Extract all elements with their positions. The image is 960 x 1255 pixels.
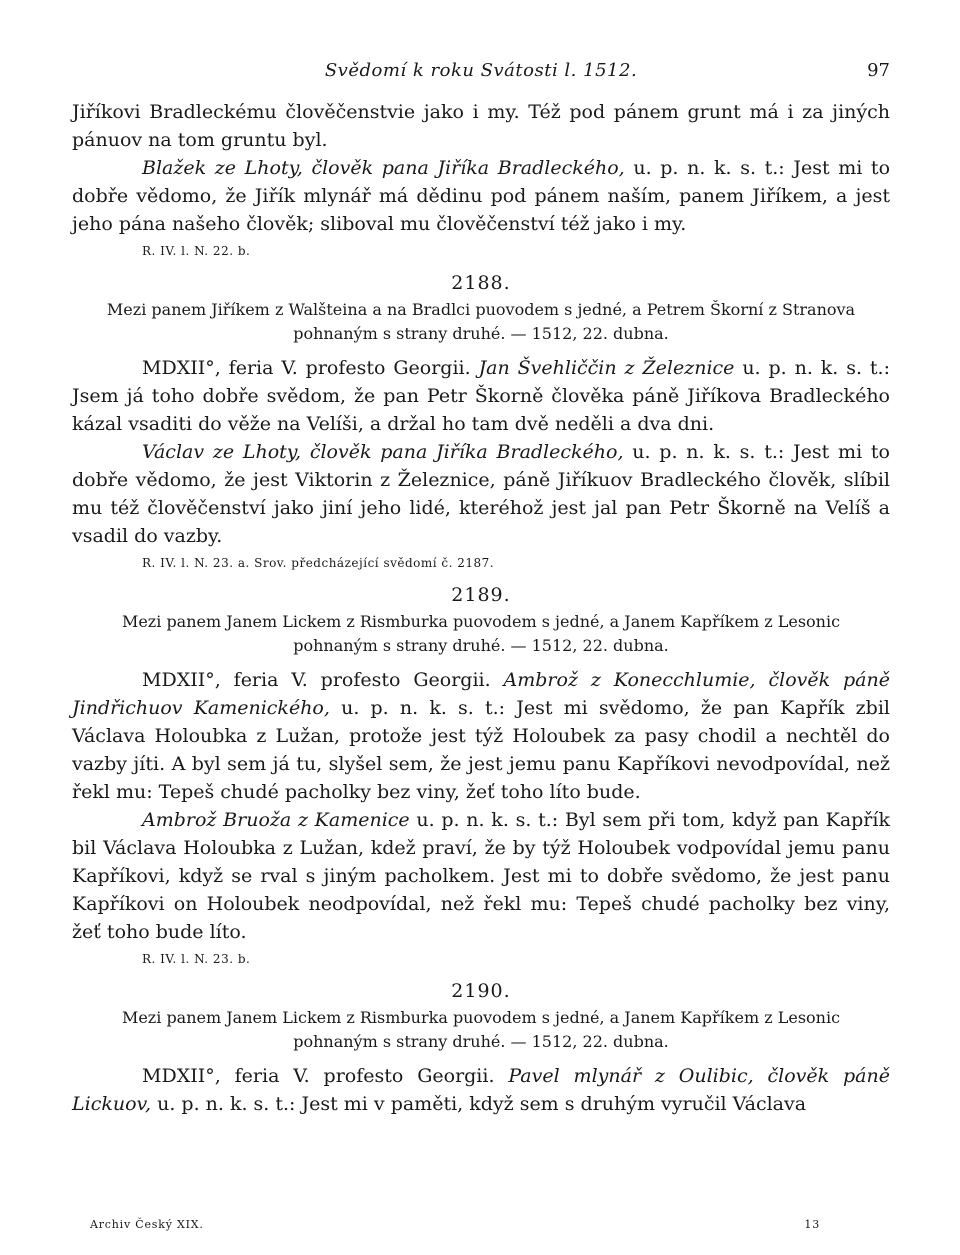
entry-number: 2190. (451, 980, 511, 1002)
testimony-text: u. p. n. k. s. t.: Jest mi to dobře vědomo, že jest Viktorin z Železnice, páně Jiříkuov Bradleckého člověk, slíbil mu též člověčenství jako jiní jeho lidé, kteréhož jest jal pan Petr Škorně na Velíš a vsadil do vazby. (72, 441, 890, 547)
entry-heading (72, 610, 890, 658)
witness-name: Ambrož Bruoža z Kamenice (142, 809, 410, 831)
paragraph-testimony (72, 806, 890, 946)
testimony-text: u. p. n. k. s. t.: Byl sem při tom, když pan Kapřík bil Václava Holoubka z Lužan, kdež praví, že by týž Holoubek vodpovídal jemu panu Kapříkovi, když se rval s jiným pacholkem. Jest mi to dobře svědomo, že jest panu Kapříkovi on Holoubek neodpovídal, než řekl mu: Tepeš chudé pacholky bez viny, žeť toho bude líto. (72, 809, 890, 943)
heading-line: Mezi panem Janem Lickem z Rismburka puovodem s jedné, a Janem Kapříkem z Lesonic (121, 1008, 841, 1027)
heading-line: pohnaným s strany druhé. — 1512, 22. dubna. (293, 1032, 669, 1051)
date-text: MDXII°, feria V. profesto Georgii. (142, 357, 479, 379)
heading-line: pohnaným s strany druhé. — 1512, 22. dubna. (293, 636, 669, 655)
entry-heading (72, 298, 890, 346)
testimony-text: u. p. n. k. s. t.: Jest mi svědomo, že pan Kapřík zbil Václava Holoubka z Lužan, protože jest týž Holoubek za pasy chodil a nechtěl do vazby jíti. A byl sem já tu, slyšel sem, že jest jemu panu Kapříkovi nevodpovídal, než řekl mu: Tepeš chudé pacholky bez viny, žeť toho líto bude. (72, 697, 890, 803)
document-page (72, 56, 890, 1118)
paragraph-testimony (72, 354, 890, 438)
entry-heading (72, 1006, 890, 1054)
page-number: 97 (867, 60, 890, 81)
testimony-text: u. p. n. k. s. t.: Jest mi to dobře vědomo, že Jiřík mlynář má dědinu pod pánem naším, panem Jiříkem, a jest jeho pána našeho člověk; sliboval mu člověčenství též jako i my. (72, 157, 891, 235)
testimony-text: u. p. n. k. s. t.: Jsem já toho dobře svědom, že pan Petr Škorně člověka páně Jiříkova Bradleckého kázal vsaditi do věže na Velíši, a držal ho tam dvě neděli a dva dni. (72, 357, 891, 435)
heading-line: pohnaným s strany druhé. — 1512, 22. dubna. (293, 324, 669, 343)
testimony-text: u. p. n. k. s. t.: Jest mi v paměti, když sem s druhým vyručil Václava (151, 1093, 807, 1115)
paragraph-testimony (72, 666, 890, 806)
heading-line: Mezi panem Jiříkem z Walšteina a na Bradlci puovodem s jedné, a Petrem Škorní z Stranova (106, 300, 856, 319)
running-header (72, 56, 890, 88)
heading-line: Mezi panem Janem Lickem z Rismburka puovodem s jedné, a Janem Kapříkem z Lesonic (121, 612, 841, 631)
date-text: MDXII°, feria V. profesto Georgii. (142, 669, 504, 691)
witness-name: Ambrož z Konecchlumie, člověk páně Jindřichuov Kamenického, (72, 669, 890, 719)
source-reference: R. IV. l. N. 23. b. (142, 952, 251, 966)
date-text: MDXII°, feria V. profesto Georgii. (142, 1065, 509, 1087)
source-reference: R. IV. l. N. 23. a. Srov. předcházející svědomí č. 2187. (142, 556, 495, 570)
witness-name: Pavel mlynář z Oulibic, člověk páně Lickuov, (72, 1065, 890, 1115)
paragraph-testimony (72, 438, 890, 550)
entry-number: 2188. (451, 272, 511, 294)
sheet-number: 13 (804, 1218, 820, 1231)
entry-number: 2189. (451, 584, 511, 606)
footer-signature: Archiv Český XIX. (90, 1218, 204, 1231)
page-footer (90, 1218, 820, 1231)
witness-name: Václav ze Lhoty, člověk pana Jiříka Bradleckého, (142, 441, 624, 463)
paragraph-testimony (72, 154, 890, 238)
witness-name: Jan Švehliččin z Železnice (478, 357, 735, 379)
paragraph-continuation: Jiříkovi Bradleckému člověčenstvie jako i my. Též pod pánem grunt má i za jiných pánuov na tom gruntu byl. (72, 101, 890, 151)
running-title: Svědomí k roku Svátosti l. 1512. (324, 60, 638, 81)
source-reference: R. IV. l. N. 22. b. (142, 244, 251, 258)
witness-name: Blažek ze Lhoty, člověk pana Jiříka Bradleckého, (142, 157, 625, 179)
paragraph-testimony (72, 1062, 890, 1118)
